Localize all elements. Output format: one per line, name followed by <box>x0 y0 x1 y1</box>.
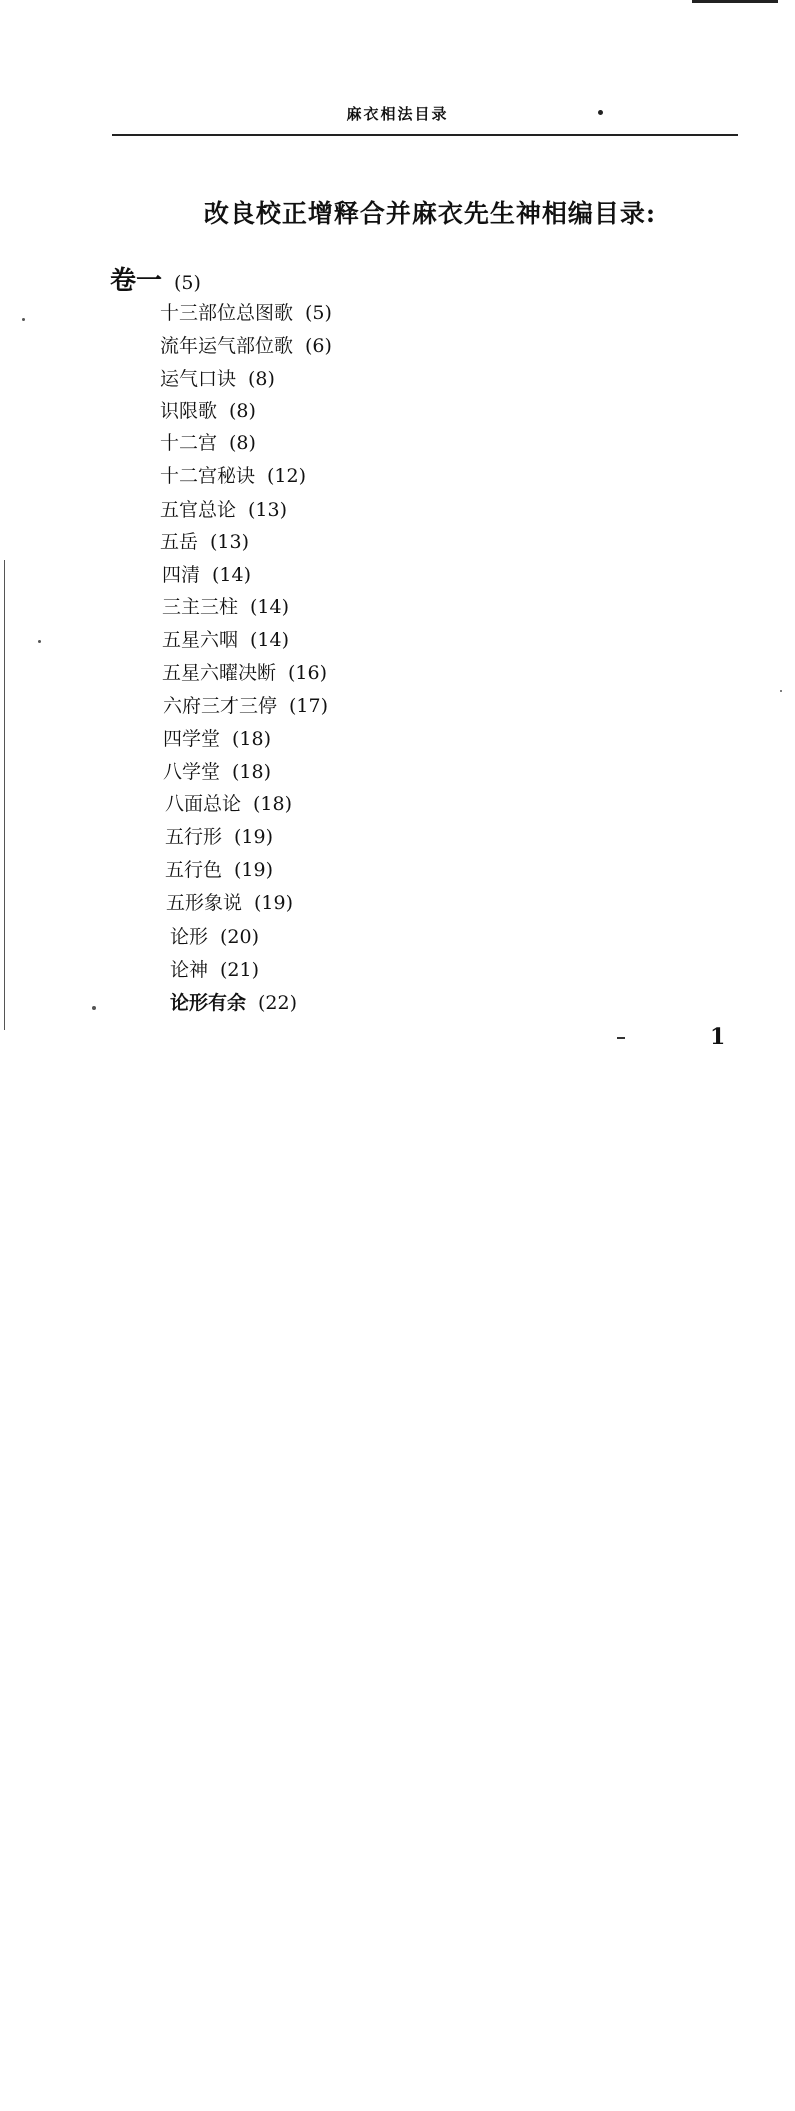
toc-entry-page: (14) <box>250 629 290 651</box>
toc-entry-label: 五星六曜决断 <box>162 662 277 684</box>
margin-speck <box>22 318 25 321</box>
toc-entry-page: (13) <box>210 531 250 553</box>
toc-entry-label: 论形 <box>170 926 209 948</box>
toc-entry-page: (16) <box>288 662 328 684</box>
toc-entry-page: (17) <box>289 695 329 717</box>
toc-entry-page: (12) <box>267 465 307 487</box>
toc-entry[interactable] <box>170 956 751 984</box>
toc-entry-page: (19) <box>254 892 294 914</box>
toc-entry-page: (18) <box>232 761 272 783</box>
toc-title: 改良校正增释合并麻衣先生神相编目录: <box>203 199 657 228</box>
toc-entry[interactable] <box>160 397 740 425</box>
toc-entry-label: 十二宫 <box>160 432 218 454</box>
toc-entry[interactable] <box>166 889 751 917</box>
toc-entry-label: 四学堂 <box>163 728 221 750</box>
toc-entry-page: (20) <box>220 926 260 948</box>
toc-entry-page: (5) <box>305 302 332 324</box>
footer-dash <box>617 1037 625 1039</box>
toc-entry-label: 十三部位总图歌 <box>160 302 294 324</box>
toc-entry-page: (22) <box>258 992 298 1014</box>
running-header: 麻衣相法目录 <box>346 105 449 123</box>
toc-entry[interactable] <box>163 758 747 786</box>
toc-entry-label: 五岳 <box>160 531 199 553</box>
toc-entry-page: (8) <box>248 368 275 390</box>
toc-entry-label: 论形有余 <box>170 992 247 1014</box>
toc-entry-page: (8) <box>229 432 256 454</box>
toc-entry-page: (6) <box>305 335 332 357</box>
toc-entry-label: 五星六咽 <box>162 629 239 651</box>
toc-entry-label: 十二宫秘诀 <box>160 465 256 487</box>
toc-entry-label: 运气口诀 <box>160 368 237 390</box>
toc-entry-page: (18) <box>253 793 293 815</box>
toc-entry[interactable] <box>160 462 743 490</box>
toc-entry[interactable] <box>160 528 743 556</box>
toc-entry[interactable] <box>163 692 747 720</box>
toc-entry[interactable] <box>160 429 740 457</box>
toc-entry-label: 流年运气部位歌 <box>160 335 294 357</box>
toc-entry-label: 四清 <box>162 564 201 586</box>
margin-speck <box>92 1006 96 1010</box>
toc-entry-page: (19) <box>234 859 274 881</box>
toc-entry[interactable] <box>160 332 740 360</box>
toc-entry-page: (19) <box>234 826 274 848</box>
toc-entry[interactable] <box>160 365 740 393</box>
toc-entry-label: 三主三柱 <box>162 596 239 618</box>
toc-entry-page: (21) <box>220 959 260 981</box>
toc-volume-label: 卷一 <box>110 266 163 296</box>
toc-entry[interactable] <box>170 923 751 951</box>
toc-entry[interactable] <box>160 496 743 524</box>
page-number: 1 <box>710 1024 726 1050</box>
toc-entry-label: 五行形 <box>165 826 223 848</box>
toc-entry-label: 五行色 <box>165 859 223 881</box>
toc-entry[interactable] <box>165 856 749 884</box>
toc-entry-label: 六府三才三停 <box>163 695 278 717</box>
left-margin-line <box>4 560 5 1030</box>
toc-entry[interactable] <box>170 989 751 1017</box>
toc-entry-label: 八学堂 <box>163 761 221 783</box>
toc-entry-page: (14) <box>212 564 252 586</box>
toc-entry-label: 五官总论 <box>160 499 237 521</box>
toc-entry[interactable] <box>162 626 745 654</box>
toc-entry-page: (18) <box>232 728 272 750</box>
margin-speck <box>780 690 782 692</box>
toc-entry[interactable] <box>162 593 745 621</box>
toc-entry-page: (14) <box>250 596 290 618</box>
toc-entry-label: 论神 <box>170 959 209 981</box>
toc-entry-label: 五形象说 <box>166 892 243 914</box>
toc-entry[interactable] <box>162 659 745 687</box>
toc-entry[interactable] <box>165 823 749 851</box>
margin-speck <box>38 640 41 643</box>
toc-volume-page: (5) <box>174 272 201 294</box>
toc-volume-row[interactable] <box>110 264 740 298</box>
toc-entry[interactable] <box>163 725 747 753</box>
toc-entry[interactable] <box>160 299 740 327</box>
toc-entry-page: (8) <box>229 400 256 422</box>
toc-entry[interactable] <box>165 790 747 818</box>
toc-entry-label: 八面总论 <box>165 793 242 815</box>
toc-entry-label: 识限歌 <box>160 400 218 422</box>
toc-entry-page: (13) <box>248 499 288 521</box>
toc-entry[interactable] <box>162 561 745 589</box>
